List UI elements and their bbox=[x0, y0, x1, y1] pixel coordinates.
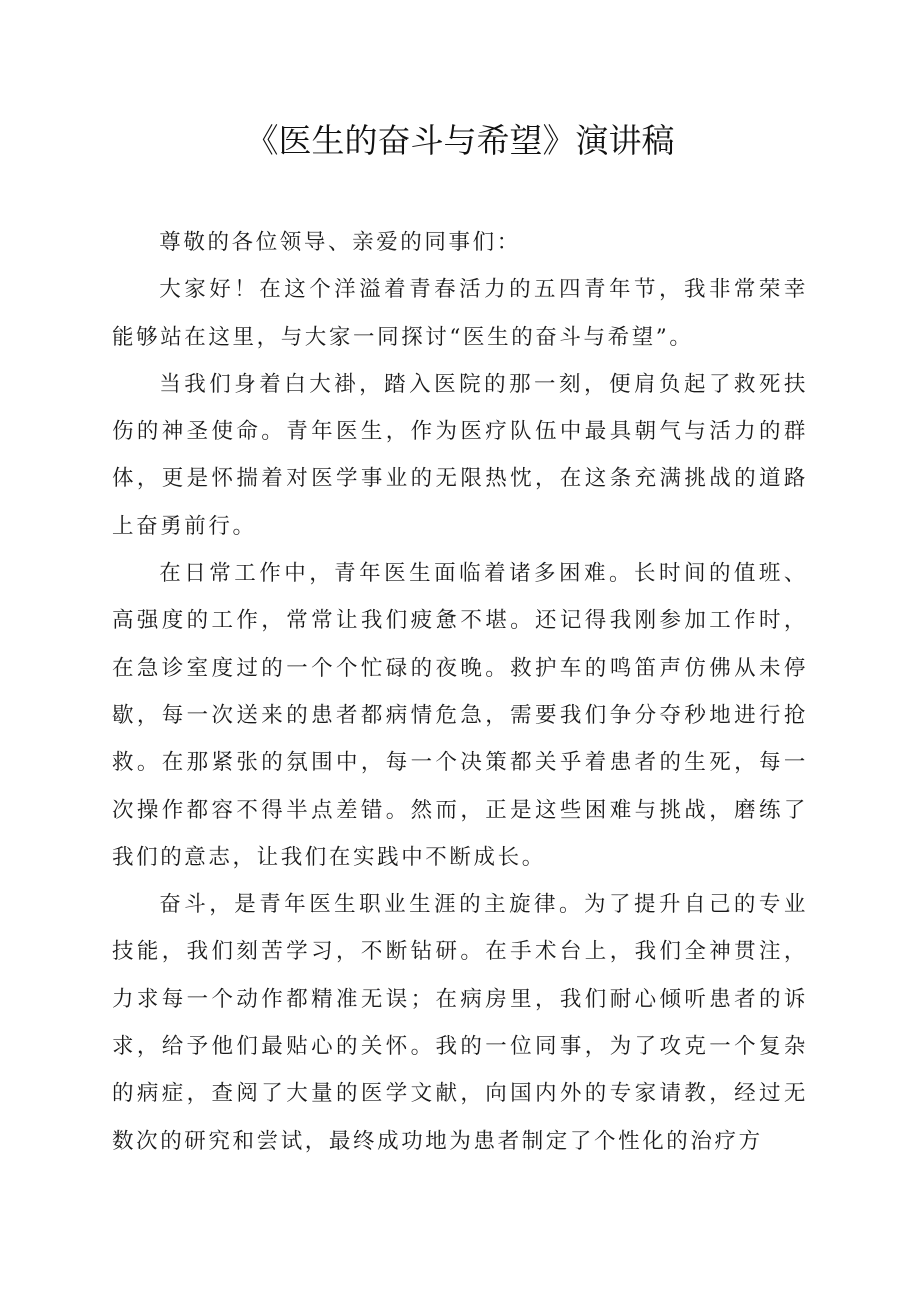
paragraph-difficulties: 在日常工作中，青年医生面临着诸多困难。长时间的值班、高强度的工作，常常让我们疲惫不堪。还记得我刚参加工作时，在急诊室度过的一个个忙碌的夜晚。救护车的鸣笛声仿佛从未停歇，每一次送来的患者都病情危急，需要我们争分夺秒地进行抢救。在那紧张的氛围中，每一个决策都关乎着患者的生死，每一次操作都容不得半点差错。然而，正是这些困难与挑战，磨练了我们的意志，让我们在实践中不断成长。 bbox=[112, 561, 808, 870]
paragraph-mission: 当我们身着白大褂，踏入医院的那一刻，便肩负起了救死扶伤的神圣使命。青年医生，作为医疗队伍中最具朝气与活力的群体，更是怀揣着对医学事业的无限热忱，在这条充满挑战的道路上奋勇前行。 bbox=[112, 371, 808, 539]
document-body bbox=[112, 219, 808, 1165]
document-title: 《医生的奋斗与希望》演讲稿 bbox=[245, 121, 675, 160]
paragraph-struggle: 奋斗，是青年医生职业生涯的主旋律。为了提升自己的专业技能，我们刻苦学习，不断钻研。在手术台上，我们全神贯注，力求每一个动作都精准无误；在病房里，我们耐心倾听患者的诉求，给予他们最贴心的关怀。我的一位同事，为了攻克一个复杂的病症，查阅了大量的医学文献，向国内外的专家请教，经过无数次的研究和尝试，最终成功地为患者制定了个性化的治疗方 bbox=[112, 892, 808, 1154]
paragraph-greeting: 大家好！在这个洋溢着青春活力的五四青年节，我非常荣幸能够站在这里，与大家一同探讨“医生的奋斗与希望”。 bbox=[112, 277, 808, 350]
paragraph-salutation: 尊敬的各位领导、亲爱的同事们： bbox=[159, 230, 521, 255]
